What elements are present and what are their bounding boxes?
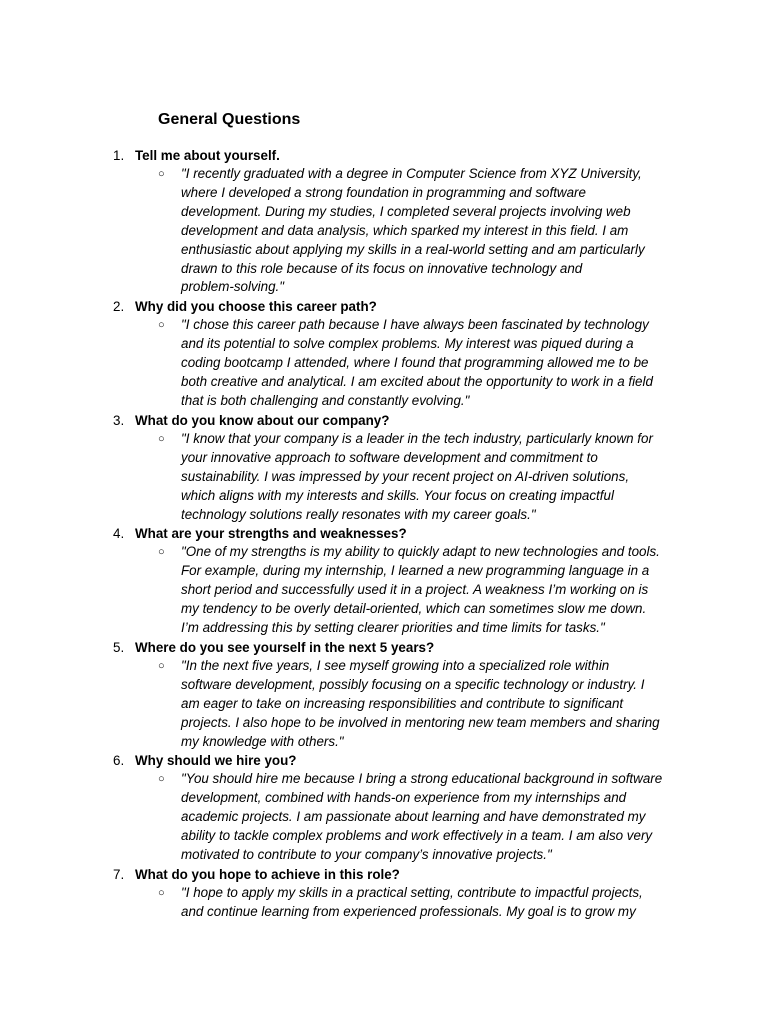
answer-line: development and data analysis, which sparked my interest in this field. I am (181, 222, 629, 238)
question-heading (0, 297, 768, 316)
answer-line: I’m addressing this by setting clearer priorities and time limits for tasks." (181, 620, 605, 636)
answer-line: technology solutions really resonates with my career goals." (181, 506, 536, 522)
page-title: General Questions (158, 111, 301, 128)
answer-line: that is both challenging and constantly evolving." (181, 392, 470, 408)
answer-item (0, 165, 768, 297)
answer-text (181, 316, 681, 411)
question-number: 4. (113, 526, 125, 542)
answer-line: coding bootcamp I attended, where I found that programming allowed me to be (181, 355, 649, 371)
question-item (0, 751, 768, 865)
question-heading (0, 865, 768, 884)
answer-line: am eager to take on increasing responsibilities and contribute to significant (181, 695, 624, 711)
answer-line: academic projects. I am passionate about learning and have demonstrated my (181, 809, 646, 825)
answer-item (0, 657, 768, 752)
question-item (0, 524, 768, 638)
question-text: Where do you see yourself in the next 5 years? (135, 639, 435, 655)
question-text: What are your strengths and weaknesses? (135, 526, 407, 542)
answer-item (0, 316, 768, 411)
question-heading (0, 751, 768, 770)
answer-line: both creative and analytical. I am excited about the opportunity to work in a field (181, 374, 653, 390)
answer-item (0, 884, 768, 922)
answer-line: and its potential to solve complex problems. My interest was piqued during a (181, 336, 634, 352)
answer-line: "In the next five years, I see myself growing into a specialized role within (181, 657, 610, 673)
answer-line: development. During my studies, I completed several projects involving web (181, 203, 631, 219)
hollow-circle-bullet-icon: ○ (158, 432, 165, 445)
answer-line: "I chose this career path because I have always been fascinated by technology (181, 317, 649, 333)
answer-line: "I hope to apply my skills in a practical setting, contribute to impactful projects, (181, 885, 643, 900)
answer-line: problem-solving." (181, 279, 284, 295)
answer-line: and continue learning from experienced professionals. My goal is to grow my (181, 903, 636, 919)
question-number: 7. (113, 867, 125, 882)
answer-line: where I developed a strong foundation in programming and software (181, 184, 586, 200)
answer-line: "I know that your company is a leader in the tech industry, particularly known for (181, 430, 653, 446)
question-text: What do you know about our company? (135, 412, 390, 428)
answer-line: "One of my strengths is my ability to quickly adapt to new technologies and tools. (181, 544, 660, 560)
question-item (0, 146, 768, 297)
answer-line: motivated to contribute to your company’s innovative projects." (181, 847, 552, 863)
question-heading (0, 638, 768, 657)
question-text: Why did you choose this career path? (135, 299, 377, 315)
answer-line: ability to tackle complex problems and work effectively in a team. I am also very (181, 828, 653, 844)
question-number: 6. (113, 753, 125, 769)
question-item (0, 865, 768, 922)
question-number: 5. (113, 639, 125, 655)
hollow-circle-bullet-icon: ○ (158, 887, 165, 899)
answer-text (181, 657, 681, 752)
answer-line: which aligns with my interests and skills. Your focus on creating impactful (181, 487, 614, 503)
answer-line: my knowledge with others." (181, 733, 344, 749)
answer-line: enthusiastic about applying my skills in a real-world setting and am particularly (181, 241, 645, 257)
answer-line: "You should hire me because I bring a strong educational background in software (181, 771, 663, 787)
answer-text (181, 543, 681, 638)
question-number: 2. (113, 299, 125, 315)
question-list (0, 146, 768, 922)
hollow-circle-bullet-icon: ○ (158, 168, 165, 180)
answer-line: drawn to this role because of its focus on innovative technology and (181, 260, 583, 276)
answer-line: For example, during my internship, I learned a new programming language in a (181, 563, 650, 579)
question-item (0, 297, 768, 411)
hollow-circle-bullet-icon: ○ (158, 319, 165, 332)
answer-item (0, 543, 768, 638)
answer-line: sustainability. I was impressed by your recent project on AI-driven solutions, (181, 468, 630, 484)
question-text: Tell me about yourself. (135, 148, 280, 163)
question-number: 1. (113, 148, 125, 163)
hollow-circle-bullet-icon: ○ (158, 659, 165, 672)
answer-text (181, 770, 681, 865)
hollow-circle-bullet-icon: ○ (158, 773, 165, 786)
answer-line: "I recently graduated with a degree in Computer Science from XYZ University, (181, 166, 642, 181)
question-heading (0, 524, 768, 543)
answer-text (181, 884, 681, 922)
answer-item (0, 430, 768, 525)
hollow-circle-bullet-icon: ○ (158, 546, 165, 559)
answer-line: my tendency to be overly detail-oriented, which can sometimes slow me down. (181, 601, 647, 617)
answer-line: projects. I also hope to be involved in mentoring new team members and sharing (181, 714, 660, 730)
question-heading (0, 146, 768, 165)
answer-text (181, 165, 681, 297)
question-heading (0, 411, 768, 430)
question-item (0, 411, 768, 525)
question-item (0, 638, 768, 752)
question-number: 3. (113, 412, 125, 428)
answer-line: your innovative approach to software development and commitment to (181, 449, 598, 465)
answer-text (181, 430, 681, 525)
answer-line: development, combined with hands-on experience from my internships and (181, 790, 627, 806)
answer-line: short period and successfully used it in a project. A weakness I’m working on is (181, 582, 649, 598)
answer-line: software development, possibly focusing on a specific technology or industry. I (181, 676, 645, 692)
answer-item (0, 770, 768, 865)
question-text: Why should we hire you? (135, 753, 297, 769)
question-text: What do you hope to achieve in this role? (135, 867, 400, 882)
